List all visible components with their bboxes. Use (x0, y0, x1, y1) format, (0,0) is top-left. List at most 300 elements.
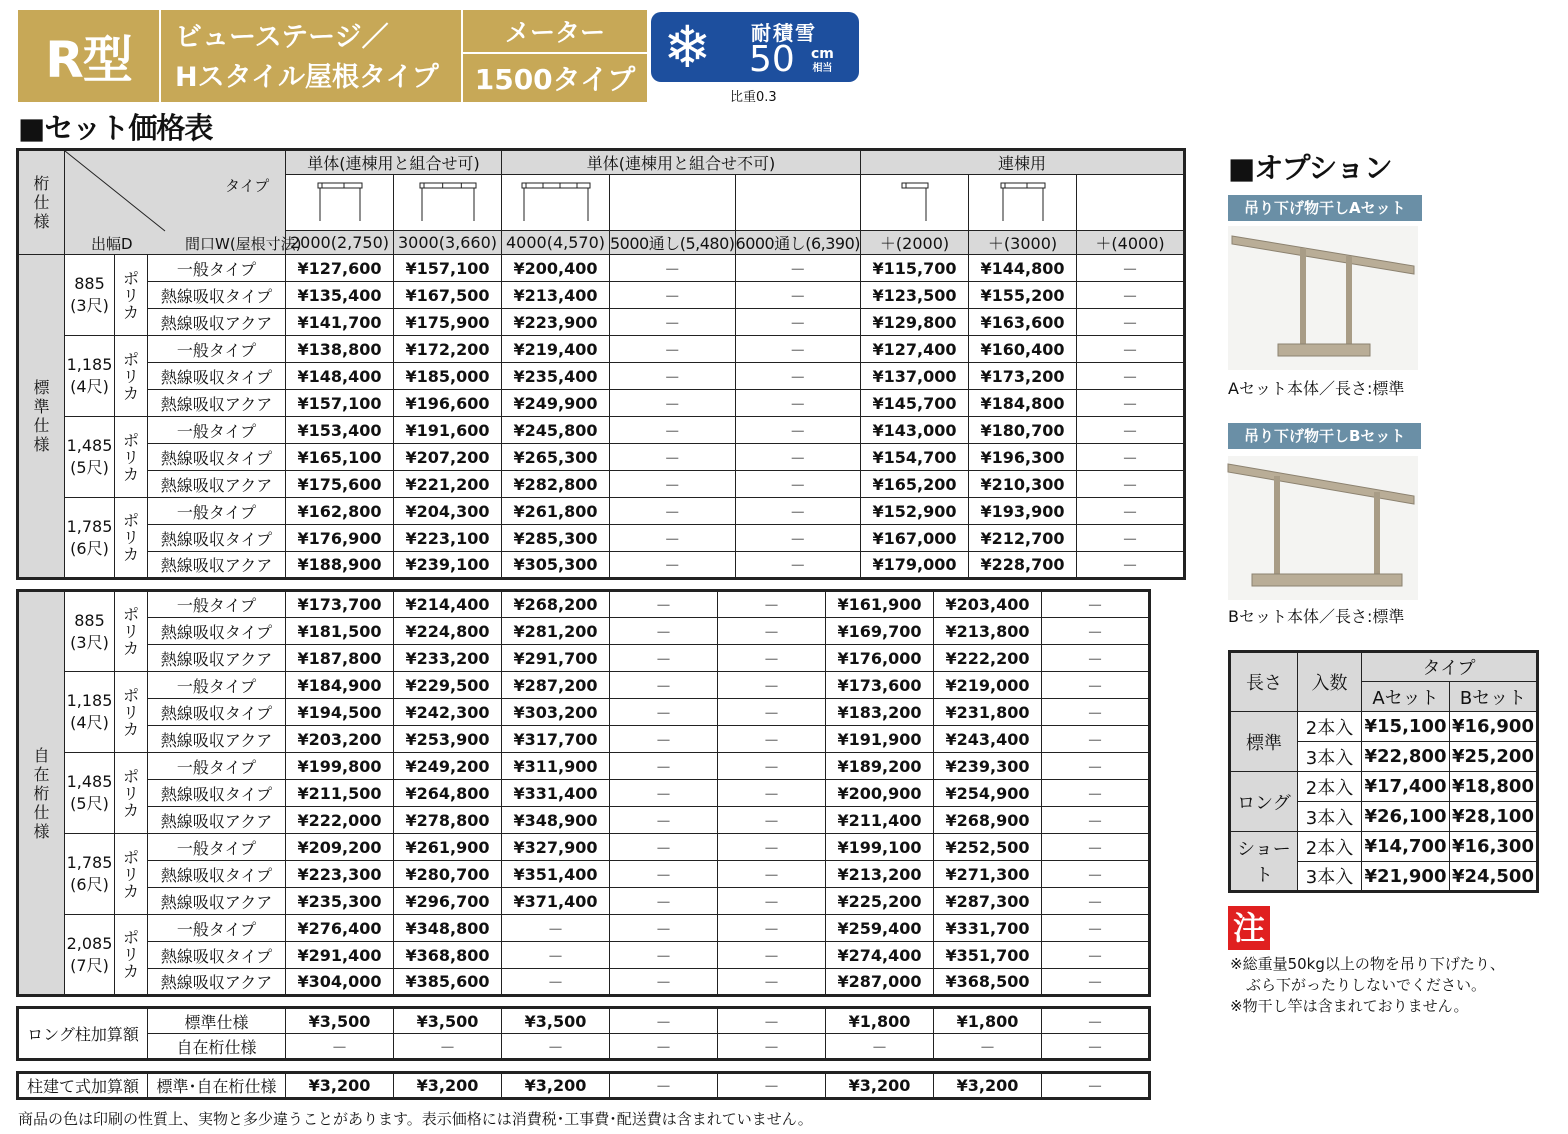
series-line2: Hスタイル屋根タイプ (175, 62, 439, 93)
price-cell: ¥148,400 (286, 363, 394, 390)
price-cell: ¥211,400 (826, 807, 934, 834)
price-cell: － (735, 336, 861, 363)
price-cell: ¥222,000 (286, 807, 394, 834)
price-cell: － (735, 552, 861, 579)
depth-cell: 1,185 (4尺) (65, 336, 115, 417)
price-cell: － (1042, 888, 1150, 915)
price-cell: ¥155,200 (969, 282, 1077, 309)
material-cell: ポリカ (115, 336, 148, 417)
table-row (18, 363, 1185, 390)
price-cell: ¥160,400 (969, 336, 1077, 363)
price-cell: － (718, 942, 826, 969)
roof-type-cell: 熱線吸収タイプ (148, 444, 286, 471)
material-cell: ポリカ (115, 255, 148, 336)
price-cell: ¥194,500 (286, 699, 394, 726)
table-row (18, 309, 1185, 336)
price-cell: ¥219,400 (502, 336, 610, 363)
price-cell: ¥191,900 (826, 726, 934, 753)
note-weight: ※総重量50kg以上の物を吊り下げたり、 (1230, 955, 1505, 973)
series-name (161, 10, 463, 102)
table-row (18, 525, 1185, 552)
price-cell: ¥203,400 (934, 591, 1042, 618)
price-cell: ¥268,200 (502, 591, 610, 618)
price-cell: － (394, 1034, 502, 1060)
price-cell: － (610, 726, 718, 753)
spec-cell: 自在桁仕様 (148, 1034, 286, 1060)
price-cell: ¥287,300 (934, 888, 1042, 915)
width-header: 2000(2,750) (286, 231, 394, 255)
roof-type-cell: 一般タイプ (148, 336, 286, 363)
depth-cell: 1,785 (6尺) (65, 498, 115, 579)
depth-cell: 1,185 (4尺) (65, 672, 115, 753)
price-cell: － (610, 672, 718, 699)
price-cell: － (610, 834, 718, 861)
price-cell: ¥176,000 (826, 645, 934, 672)
price-cell: ¥157,100 (286, 390, 394, 417)
price-cell: ¥180,700 (969, 417, 1077, 444)
material-cell: ポリカ (115, 915, 148, 996)
price-cell: ¥3,200 (826, 1073, 934, 1099)
price-cell: － (610, 309, 736, 336)
roof-type-cell: 熱線吸収アクア (148, 309, 286, 336)
price-cell: ¥185,000 (394, 363, 502, 390)
price-cell: ¥17,400 (1362, 772, 1450, 802)
price-cell: ¥348,900 (502, 807, 610, 834)
material-cell: ポリカ (115, 672, 148, 753)
material-cell: ポリカ (115, 591, 148, 672)
table-row (18, 942, 1150, 969)
price-cell: ¥264,800 (394, 780, 502, 807)
price-cell: － (735, 363, 861, 390)
price-cell: － (735, 498, 861, 525)
price-cell: ¥368,800 (394, 942, 502, 969)
table-row (18, 552, 1185, 579)
footer-disclaimer: 商品の色は印刷の性質上、実物と多少違うことがあります。表示価格には消費税･工事費･配送費は含まれていません。 (18, 1110, 813, 1128)
price-cell: ¥261,800 (502, 498, 610, 525)
price-cell: － (1042, 699, 1150, 726)
roof-type-cell: 一般タイプ (148, 834, 286, 861)
qty-cell: 3本入 (1298, 742, 1362, 772)
price-cell: ¥253,900 (394, 726, 502, 753)
price-cell: － (718, 591, 826, 618)
price-cell: － (718, 834, 826, 861)
snow-value: 50 (749, 39, 795, 80)
depth-cell: 885 (3尺) (65, 591, 115, 672)
price-cell: ¥211,500 (286, 780, 394, 807)
price-cell: － (610, 1073, 718, 1099)
price-cell: ¥285,300 (502, 525, 610, 552)
price-cell: ¥144,800 (969, 255, 1077, 282)
frame-diagram-cell (394, 175, 502, 231)
price-cell: － (610, 699, 718, 726)
price-cell: ¥200,900 (826, 780, 934, 807)
price-cell: － (826, 1034, 934, 1060)
table-row (18, 699, 1150, 726)
roof-type-cell: 熱線吸収アクア (148, 390, 286, 417)
group-header: 連棟用 (861, 150, 1185, 175)
roof-type-cell: 熱線吸収アクア (148, 969, 286, 996)
price-cell: － (718, 699, 826, 726)
group-header: 単体(連棟用と組合せ可) (286, 150, 502, 175)
price-cell: ¥3,500 (394, 1008, 502, 1034)
price-cell: ¥196,600 (394, 390, 502, 417)
price-cell: － (1077, 444, 1185, 471)
frame-icon (316, 179, 364, 223)
price-cell: ¥213,800 (934, 618, 1042, 645)
price-cell: ¥243,400 (934, 726, 1042, 753)
table-row (18, 444, 1185, 471)
table-row (18, 390, 1185, 417)
roof-type-cell: 一般タイプ (148, 498, 286, 525)
price-cell: － (718, 1008, 826, 1034)
price-cell: ¥239,300 (934, 753, 1042, 780)
price-cell: ¥199,100 (826, 834, 934, 861)
type-header: タイプ (1362, 652, 1538, 682)
price-cell: ¥179,000 (861, 552, 969, 579)
roof-type-cell: 一般タイプ (148, 591, 286, 618)
depth-cell: 885 (3尺) (65, 255, 115, 336)
price-cell: ¥291,400 (286, 942, 394, 969)
table-row (18, 471, 1185, 498)
table-row (18, 1008, 1150, 1034)
table-row (18, 255, 1185, 282)
price-cell: ¥165,200 (861, 471, 969, 498)
price-cell: ¥3,200 (934, 1073, 1042, 1099)
price-cell: ¥212,700 (969, 525, 1077, 552)
price-cell: ¥141,700 (286, 309, 394, 336)
price-cell: ¥3,500 (286, 1008, 394, 1034)
meter-label: メーター (463, 10, 647, 54)
roof-type-cell: 熱線吸収アクア (148, 552, 286, 579)
price-table-title: ■セット価格表 (18, 111, 213, 145)
snowflake-icon: ❄ (663, 13, 712, 81)
price-cell: － (1042, 969, 1150, 996)
table-row (18, 726, 1150, 753)
price-cell: ¥327,900 (502, 834, 610, 861)
table-row (1230, 712, 1538, 742)
price-cell: － (610, 471, 736, 498)
price-cell: ¥296,700 (394, 888, 502, 915)
price-cell: ¥28,100 (1450, 802, 1538, 832)
depth-cell: 2,085 (7尺) (65, 915, 115, 996)
price-cell: － (502, 915, 610, 942)
price-cell: － (1042, 807, 1150, 834)
width-header: ＋(4000) (1077, 231, 1185, 255)
price-cell: － (610, 444, 736, 471)
price-cell: ¥137,000 (861, 363, 969, 390)
price-cell: － (1042, 645, 1150, 672)
price-cell: － (1042, 915, 1150, 942)
price-cell: － (718, 1034, 826, 1060)
price-cell: ¥210,300 (969, 471, 1077, 498)
price-cell: － (1077, 336, 1185, 363)
price-cell: ¥265,300 (502, 444, 610, 471)
price-cell: － (502, 1034, 610, 1060)
price-cell: － (1077, 417, 1185, 444)
price-cell: ¥291,700 (502, 645, 610, 672)
price-cell: － (735, 417, 861, 444)
price-cell: ¥223,300 (286, 861, 394, 888)
frame-diagram-cell (1077, 175, 1185, 231)
material-cell: ポリカ (115, 753, 148, 834)
price-cell: ¥249,200 (394, 753, 502, 780)
price-cell: － (610, 591, 718, 618)
price-cell: ¥169,700 (826, 618, 934, 645)
table-row (18, 417, 1185, 444)
width-header: ＋(3000) (969, 231, 1077, 255)
qty-cell: 2本入 (1298, 832, 1362, 862)
price-cell: － (718, 672, 826, 699)
price-cell: － (1077, 552, 1185, 579)
price-cell: － (735, 390, 861, 417)
price-cell: － (610, 1008, 718, 1034)
price-cell: ¥25,200 (1450, 742, 1538, 772)
price-cell: ¥231,800 (934, 699, 1042, 726)
price-cell: ¥175,900 (394, 309, 502, 336)
price-cell: － (610, 525, 736, 552)
series-line1: ビューステージ／ (175, 22, 389, 53)
width-header: 3000(3,660) (394, 231, 502, 255)
table-row (18, 1034, 1150, 1060)
price-cell: ¥209,200 (286, 834, 394, 861)
price-cell: ¥153,400 (286, 417, 394, 444)
price-cell: ¥268,900 (934, 807, 1042, 834)
hanging-dryer-b-image (1228, 456, 1418, 600)
spec-cell: 標準仕様 (148, 1008, 286, 1034)
table-row (18, 591, 1150, 618)
price-cell: ¥371,400 (502, 888, 610, 915)
price-cell: ¥152,900 (861, 498, 969, 525)
snow-label: 耐積雪 (751, 21, 817, 45)
table-row (18, 780, 1150, 807)
table-row (18, 807, 1150, 834)
price-cell: ¥135,400 (286, 282, 394, 309)
price-cell: ¥129,800 (861, 309, 969, 336)
price-cell: － (1042, 834, 1150, 861)
price-cell: － (610, 618, 718, 645)
price-cell: － (1077, 471, 1185, 498)
price-cell: － (610, 363, 736, 390)
roof-type-cell: 一般タイプ (148, 417, 286, 444)
price-cell: ¥189,200 (826, 753, 934, 780)
price-cell: ¥223,100 (394, 525, 502, 552)
roof-type-cell: 熱線吸収タイプ (148, 363, 286, 390)
price-cell: ¥311,900 (502, 753, 610, 780)
price-cell: － (718, 861, 826, 888)
price-cell: － (1042, 780, 1150, 807)
price-cell: ¥331,400 (502, 780, 610, 807)
price-cell: － (718, 645, 826, 672)
table-row (1230, 772, 1538, 802)
long-post-table (16, 1006, 1151, 1061)
price-cell: ¥157,100 (394, 255, 502, 282)
price-cell: ¥225,200 (826, 888, 934, 915)
option-a-label: 吊り下げ物干しAセット (1228, 195, 1422, 221)
length-header: 長さ (1230, 652, 1298, 712)
table-row (18, 834, 1150, 861)
price-cell: ¥348,800 (394, 915, 502, 942)
table-row (18, 1073, 1150, 1099)
price-cell: ¥172,200 (394, 336, 502, 363)
price-cell: ¥138,800 (286, 336, 394, 363)
price-cell: － (502, 942, 610, 969)
price-cell: ¥196,300 (969, 444, 1077, 471)
depth-label: 出幅D (91, 235, 133, 253)
price-cell: － (1042, 726, 1150, 753)
price-cell: － (718, 888, 826, 915)
price-cell: ¥22,800 (1362, 742, 1450, 772)
price-cell: － (610, 336, 736, 363)
price-cell: ¥15,100 (1362, 712, 1450, 742)
price-cell: ¥385,600 (394, 969, 502, 996)
material-cell: ポリカ (115, 498, 148, 579)
price-cell: ¥181,500 (286, 618, 394, 645)
group-header: 単体(連棟用と組合せ不可) (502, 150, 861, 175)
roof-type-cell: 熱線吸収タイプ (148, 282, 286, 309)
type-label: タイプ (225, 177, 270, 195)
frame-diagram-cell (735, 175, 861, 231)
frame-diagram-cell (861, 175, 969, 231)
price-cell: ¥203,200 (286, 726, 394, 753)
price-cell: ¥287,000 (826, 969, 934, 996)
price-cell: ¥21,900 (1362, 862, 1450, 892)
table-row (18, 915, 1150, 942)
price-cell: ¥213,400 (502, 282, 610, 309)
price-cell: － (718, 1073, 826, 1099)
b-set-header: Bセット (1450, 682, 1538, 712)
price-cell: ¥167,000 (861, 525, 969, 552)
spec-label: 自在桁仕様 (18, 591, 65, 996)
price-cell: － (718, 807, 826, 834)
qty-cell: 3本入 (1298, 802, 1362, 832)
price-cell: － (1042, 753, 1150, 780)
length-cell: ショート (1230, 832, 1298, 892)
price-cell: － (1077, 498, 1185, 525)
price-cell: － (610, 390, 736, 417)
roof-type-cell: 一般タイプ (148, 753, 286, 780)
roof-type-cell: 熱線吸収タイプ (148, 525, 286, 552)
price-cell: ¥176,900 (286, 525, 394, 552)
width-header: ＋(2000) (861, 231, 969, 255)
price-cell: － (610, 861, 718, 888)
roof-type-cell: 熱線吸収タイプ (148, 699, 286, 726)
price-cell: ¥24,500 (1450, 862, 1538, 892)
table-row (18, 618, 1150, 645)
frame-diagram-cell (610, 175, 736, 231)
price-cell: － (610, 888, 718, 915)
price-cell: － (610, 552, 736, 579)
keta-spec-header: 桁仕様 (18, 150, 65, 255)
price-cell: － (610, 498, 736, 525)
price-cell: － (735, 309, 861, 336)
price-cell: － (610, 417, 736, 444)
price-cell: ¥239,100 (394, 552, 502, 579)
price-cell: － (1077, 363, 1185, 390)
table-row (1230, 832, 1538, 862)
price-cell: ¥261,900 (394, 834, 502, 861)
frame-icon (418, 179, 478, 223)
frame-diagram-cell (286, 175, 394, 231)
notes (1230, 954, 1505, 1017)
price-cell: ¥184,900 (286, 672, 394, 699)
price-cell: － (610, 282, 736, 309)
price-cell: ¥271,300 (934, 861, 1042, 888)
price-cell: ¥26,100 (1362, 802, 1450, 832)
roof-type: R型 (18, 10, 161, 102)
price-cell: ¥252,500 (934, 834, 1042, 861)
roof-type-cell: 熱線吸収タイプ (148, 861, 286, 888)
price-cell: ¥207,200 (394, 444, 502, 471)
spec-label: 標準仕様 (18, 255, 65, 579)
price-cell: － (1042, 1008, 1150, 1034)
depth-cell: 1,485 (5尺) (65, 417, 115, 498)
option-b-caption: Bセット本体／長さ:標準 (1228, 607, 1405, 626)
post-built-table (16, 1071, 1151, 1100)
price-cell: ¥287,200 (502, 672, 610, 699)
table-row (18, 336, 1185, 363)
price-cell: ¥303,200 (502, 699, 610, 726)
snow-load-badge (651, 12, 859, 82)
price-cell: － (610, 969, 718, 996)
price-cell: － (610, 1034, 718, 1060)
specific-gravity: 比重0.3 (730, 90, 777, 105)
table-row (18, 861, 1150, 888)
meter-box (463, 10, 647, 102)
width-header: 5000通し(5,480) (610, 231, 736, 255)
price-cell: － (1042, 1034, 1150, 1060)
qty-header: 入数 (1298, 652, 1362, 712)
price-cell: － (1077, 390, 1185, 417)
price-cell: － (1077, 255, 1185, 282)
snow-unit: cm 相当 (811, 46, 834, 74)
frame-diagram-cell (502, 175, 610, 231)
price-cell: ¥317,700 (502, 726, 610, 753)
roof-type-cell: 一般タイプ (148, 672, 286, 699)
price-cell: ¥16,900 (1450, 712, 1538, 742)
roof-type-cell: 熱線吸収アクア (148, 726, 286, 753)
frame-icon (520, 179, 592, 223)
price-cell: ¥191,600 (394, 417, 502, 444)
price-cell: － (735, 282, 861, 309)
price-cell: ¥162,800 (286, 498, 394, 525)
table-row (18, 498, 1185, 525)
table-row (18, 753, 1150, 780)
roof-type-cell: 熱線吸収アクア (148, 471, 286, 498)
price-cell: － (735, 525, 861, 552)
price-cell: ¥127,600 (286, 255, 394, 282)
price-cell: ¥235,300 (286, 888, 394, 915)
price-cell: ¥219,000 (934, 672, 1042, 699)
price-cell: ¥1,800 (934, 1008, 1042, 1034)
price-cell: ¥3,200 (394, 1073, 502, 1099)
price-cell: － (735, 255, 861, 282)
price-cell: ¥242,300 (394, 699, 502, 726)
price-cell: ¥161,900 (826, 591, 934, 618)
price-cell: ¥200,400 (502, 255, 610, 282)
roof-type-cell: 熱線吸収アクア (148, 888, 286, 915)
price-cell: ¥14,700 (1362, 832, 1450, 862)
price-cell: － (1042, 861, 1150, 888)
price-cell: － (610, 807, 718, 834)
table-row (18, 672, 1150, 699)
price-cell: ¥249,900 (502, 390, 610, 417)
price-cell: ¥222,200 (934, 645, 1042, 672)
price-cell: ¥276,400 (286, 915, 394, 942)
price-cell: ¥228,700 (969, 552, 1077, 579)
price-cell: ¥3,500 (502, 1008, 610, 1034)
price-cell: ¥235,400 (502, 363, 610, 390)
price-cell: － (610, 915, 718, 942)
